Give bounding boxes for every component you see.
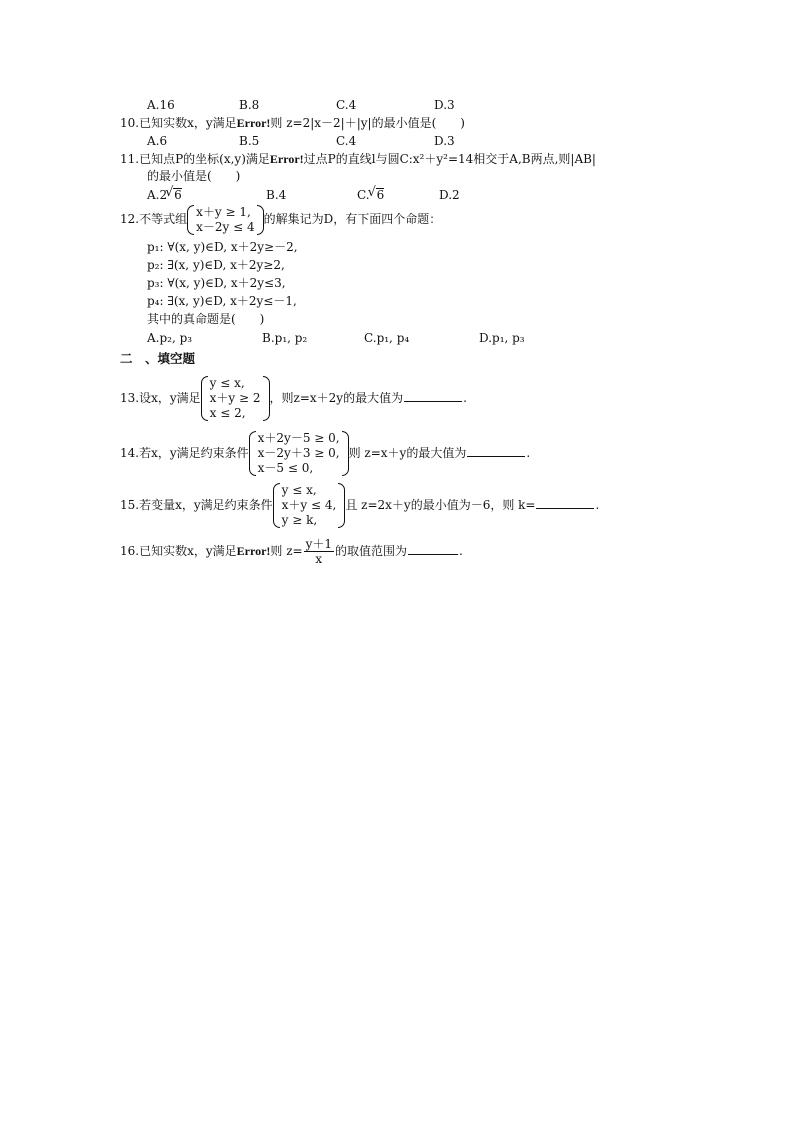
q15-system: y ≤ x, x＋y ≤ 4, y ≥ k,	[273, 483, 346, 528]
q16-suffix: 的取值范围为	[335, 544, 408, 558]
answer-blank[interactable]	[536, 497, 594, 509]
question-11	[120, 151, 596, 167]
q11-line-2: 的最小值是( )	[147, 169, 241, 183]
answer-blank[interactable]	[404, 390, 462, 402]
left-brace	[249, 431, 256, 476]
right-brace	[263, 376, 270, 421]
q16-error: Error!	[236, 544, 271, 558]
q13-suffix: ，则z=x＋2y的最大值为	[269, 391, 404, 405]
question-10	[120, 115, 465, 131]
q12-system: x＋y ≥ 1, x－2y ≤ 4	[187, 205, 264, 235]
q15-prefix: 15.若变量x，y满足约束条件	[120, 498, 273, 512]
q12-option-c: C.p₁, p₄	[364, 331, 410, 345]
q14-suffix: 则 z=x＋y的最大值为	[348, 446, 467, 460]
q12-suffix: 的解集记为D，有下面四个命题：	[263, 212, 442, 226]
q10-option-b: B.5	[239, 134, 260, 148]
q12-prop-3: p₃: ∀(x, y)∈D, x＋2y≤3,	[147, 276, 286, 290]
q12-option-a: A.p₂, p₃	[147, 331, 193, 345]
q9-option-b: B.8	[239, 98, 260, 112]
left-brace	[187, 205, 194, 235]
question-16: 16.已知实数x，y满足Error!则 z= $\frac{y+1}{x}$ 的取值范围为 .	[120, 537, 463, 566]
q16-prefix: 16.已知实数x，y满足	[120, 544, 237, 558]
q10-suffix: 则 z=2|x－2|＋|y|的最小值是( )	[270, 116, 465, 130]
section-heading-fill-in: 二 、填空题	[120, 351, 196, 366]
q15-suffix: 且 z=2x＋y的最小值为－6，则 k=	[345, 498, 536, 512]
q11-option-c: C.√ 6	[357, 187, 384, 203]
right-brace	[257, 205, 264, 235]
sqrt-symbol: √ 6	[376, 188, 385, 202]
q9-option-d: D.3	[434, 98, 455, 112]
q14-prefix: 14.若x，y满足约束条件	[120, 446, 249, 460]
q11-suffix: 过点P的直线l与圆C:x²＋y²=14相交于A,B两点,则|AB|	[303, 152, 596, 166]
q11-option-d: D.2	[439, 188, 460, 202]
answer-blank[interactable]	[467, 445, 525, 457]
q12-option-d: D.p₁, p₃	[479, 331, 525, 345]
q10-option-a: A.6	[147, 134, 168, 148]
q10-error: Error!	[236, 116, 271, 130]
fraction-denominator: x	[315, 552, 323, 566]
right-brace	[342, 431, 349, 476]
fraction-numerator: y＋1	[305, 537, 333, 551]
q9-option-a: A.16	[147, 98, 175, 112]
answer-blank[interactable]	[408, 543, 458, 555]
q11-option-b: B.4	[266, 188, 287, 202]
q12-prefix: 12.不等式组	[120, 212, 188, 226]
q11-prefix: 11.已知点P的坐标(x,y)满足	[120, 152, 270, 166]
q13-prefix: 13.设x，y满足	[120, 391, 201, 405]
fraction	[304, 537, 334, 566]
q13-system: y ≤ x, x＋y ≥ 2 x ≤ 2,	[201, 376, 270, 421]
q11-error: Error!	[269, 152, 304, 166]
sqrt-symbol: √ 6	[173, 188, 182, 202]
q11-option-a: A.2√ 6	[147, 187, 182, 203]
q12-prop-2: p₂: ∃(x, y)∈D, x＋2y≥2,	[147, 258, 285, 272]
left-brace	[201, 376, 208, 421]
q12-option-b: B.p₁, p₂	[262, 331, 308, 345]
q16-mid: 则 z=	[270, 544, 303, 558]
q9-option-c: C.4	[336, 98, 357, 112]
question-12	[120, 204, 441, 235]
q14-system: x＋2y－5 ≥ 0, x－2y＋3 ≥ 0, x－5 ≤ 0,	[249, 431, 349, 476]
q10-option-c: C.4	[336, 134, 357, 148]
left-brace	[273, 483, 280, 528]
q12-prop-4: p₄: ∃(x, y)∈D, x＋2y≤－1,	[147, 294, 297, 308]
q12-ask: 其中的真命题是( )	[147, 312, 265, 326]
question-15: 15.若变量x，y满足约束条件 y ≤ x, x＋y ≤ 4, y ≥ k, 且 z=2x＋y的最小值为－6，则 k= .	[120, 483, 600, 527]
q10-option-d: D.3	[434, 134, 455, 148]
question-14: 14.若x，y满足约束条件 x＋2y－5 ≥ 0, x－2y＋3 ≥ 0, x－5 ≤ 0, 则 z=x＋y的最大值为 .	[120, 431, 531, 475]
q10-prefix: 10.已知实数x，y满足	[120, 116, 237, 130]
q12-prop-1: p₁: ∀(x, y)∈D, x＋2y≥－2,	[147, 240, 298, 254]
question-13: 13.设x，y满足 y ≤ x, x＋y ≥ 2 x ≤ 2, ，则z=x＋2y的最大值为 .	[120, 376, 467, 420]
